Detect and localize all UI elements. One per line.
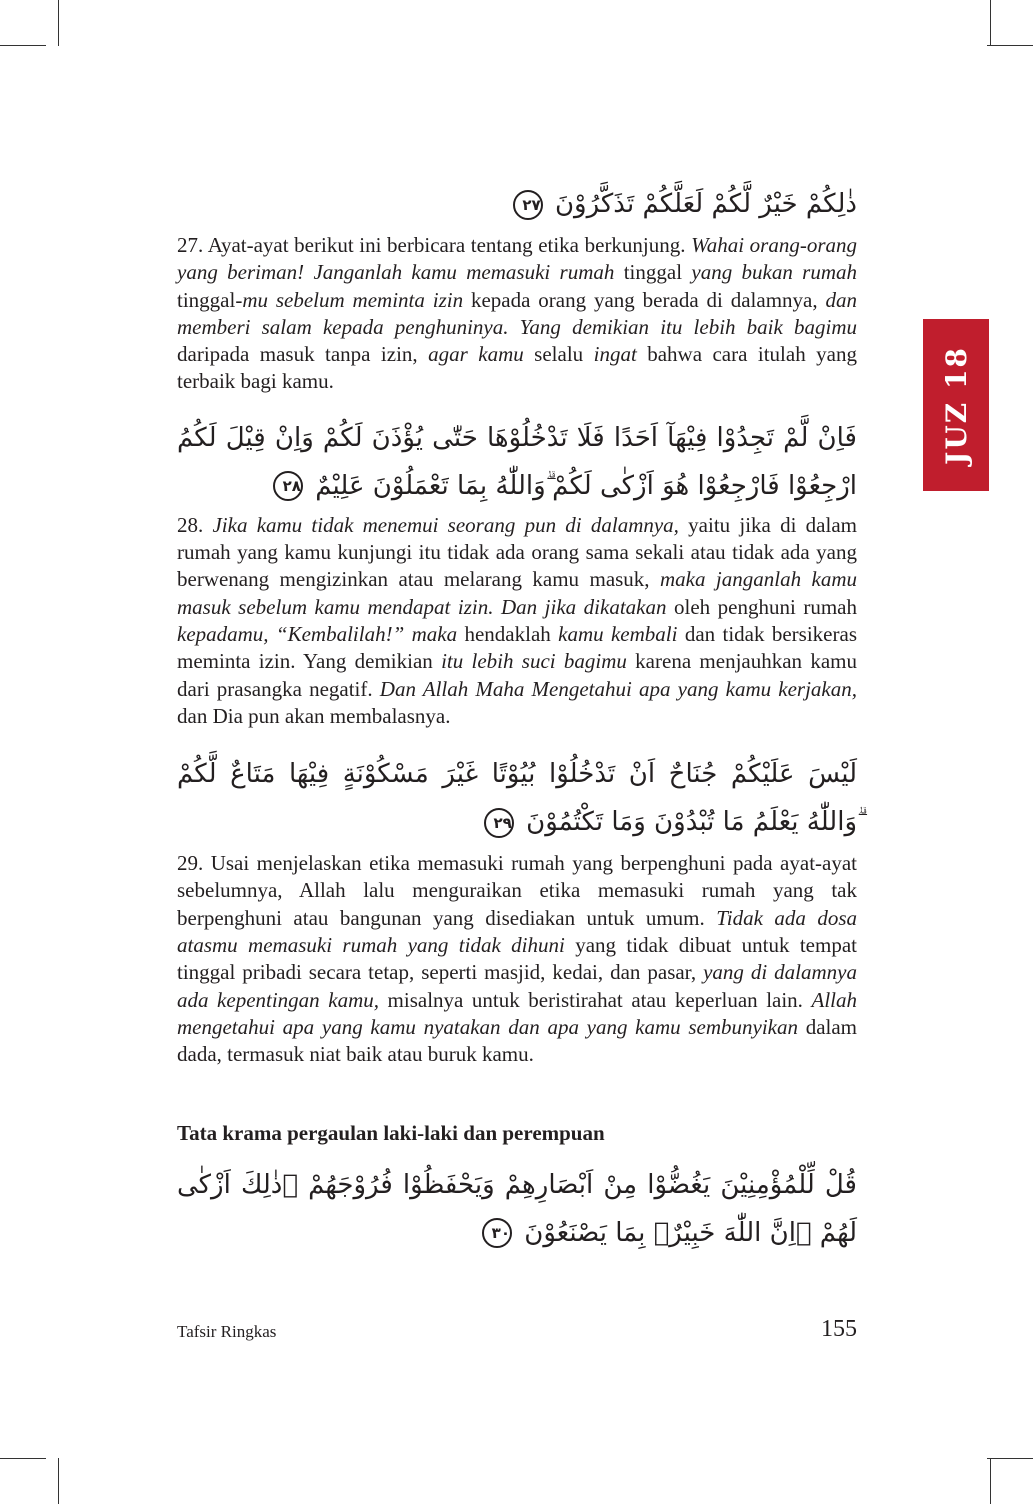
juz-label: JUZ 18 — [939, 345, 973, 465]
text-run: dan tidak bersikeras meminta izin. Yang demikian — [177, 621, 857, 674]
text-run: oleh penghuni rumah — [666, 594, 857, 619]
arabic-verse-29 — [177, 750, 857, 846]
text-run: karena menjauhkan kamu dari prasangka negatif. — [177, 649, 857, 701]
italic-run: agar kamu — [428, 342, 524, 367]
italic-run: dan memberi salam kepada penghuninya. Yang demikian itu lebih baik bagimu — [177, 287, 857, 339]
italic-run: maka janganlah kamu masuk sebelum kamu mendapat izin. Dan jika dikatakan — [177, 567, 857, 619]
text-run: selalu — [523, 342, 594, 367]
crop-mark — [987, 45, 1033, 46]
text-run: misalnya untuk beristirahat atau keperluan lain. — [378, 987, 812, 1012]
italic-run: ingat — [593, 342, 637, 367]
text-run: dan Dia pun akan membalasnya. — [177, 703, 451, 728]
arabic-text: ذٰلِكُمْ خَيْرٌ لَّكُمْ لَعَلَّكُمْ تَذَكَّرُوْنَ — [554, 189, 857, 219]
arabic-text: فَاِنْ لَّمْ تَجِدُوْا فِيْهَآ اَحَدًا فَلَا تَدْخُلُوْهَا حَتّٰى يُؤْذَنَ لَكُمْ وَاِنْ قِيْلَ لَكُمُ ارْجِعُوْا فَارْجِعُوْا هُوَ اَزْكٰى لَكُمْ ۗوَاللّٰهُ بِمَا تَعْمَلُوْنَ عَلِيْمٌ — [177, 422, 857, 501]
footer-book-title: Tafsir Ringkas — [177, 1322, 277, 1341]
arabic-text: لَيْسَ عَلَيْكُمْ جُنَاحٌ اَنْ تَدْخُلُوْا بُيُوْتًا غَيْرَ مَسْكُوْنَةٍ فِيْهَا مَتَاعٌ لَّكُمْ ۗوَاللّٰهُ يَعْلَمُ مَا تُبْدُوْنَ وَمَا تَكْتُمُوْنَ — [177, 759, 857, 838]
ayah-number-marker: ٢٧ — [513, 190, 543, 220]
text-run: 28. — [177, 512, 213, 537]
text-run: yang tidak dibuat untuk tempat tinggal pribadi secara tetap, seperti masjid, kedai, dan pasar, — [177, 933, 857, 985]
arabic-text: قُلْ لِّلْمُؤْمِنِيْنَ يَغُضُّوْا مِنْ اَبْصَارِهِمْ وَيَحْفَظُوْا فُرُوْجَهُمْ ۗذٰلِكَ اَزْكٰى لَهُمْ ۗاِنَّ اللّٰهَ خَبِيْرٌۢ بِمَا يَصْنَعُوْنَ — [177, 1169, 857, 1248]
text-run: daripada masuk tanpa izin, — [177, 342, 429, 367]
italic-run: kepadamu, “Kembalilah!” maka — [177, 621, 458, 646]
text-run: tinggal — [614, 260, 692, 285]
crop-mark — [0, 1458, 46, 1459]
arabic-verse-27 — [177, 180, 857, 228]
crop-mark — [58, 1458, 59, 1504]
italic-run: Wahai orang-orang yang beriman! Janganlah kamu memasuki rumah — [177, 233, 857, 285]
tafsir-28 — [177, 512, 857, 730]
tafsir-27 — [177, 232, 857, 396]
ayah-number-marker: ٣٠ — [482, 1218, 512, 1248]
section-heading: Tata krama pergaulan laki-laki dan perempuan — [177, 1120, 605, 1145]
arabic-verse-30 — [177, 1161, 857, 1257]
crop-mark — [987, 1458, 1033, 1459]
ayah-number-marker: ٢٩ — [484, 808, 514, 838]
juz-side-tab — [923, 319, 989, 491]
italic-run: mu sebelum meminta izin — [242, 287, 464, 312]
text-run: dalam dada, termasuk niat baik atau buruk kamu. — [177, 1014, 858, 1067]
text-run: bahwa cara itulah yang terbaik bagi kamu. — [177, 342, 857, 394]
text-run: yaitu jika di dalam rumah yang kamu kunjungi itu tidak ada orang sama sekali atau tidak ada yang berwenang mengizinkan atau melarang kamu masuk, — [177, 512, 857, 592]
text-run: tinggal- — [177, 287, 243, 312]
italic-run: itu lebih suci bagimu — [441, 649, 627, 674]
text-run: hendaklah — [457, 621, 559, 646]
crop-mark — [990, 0, 991, 46]
text-run: kepada orang yang berada di dalamnya, — [463, 287, 826, 312]
italic-run: Allah mengetahui apa yang kamu nyatakan dan apa yang kamu sembunyikan — [177, 987, 857, 1039]
text-run: 27. Ayat-ayat berikut ini berbicara tentang etika berkunjung. — [177, 233, 692, 257]
italic-run: yang di dalamnya ada kepentingan kamu, — [177, 960, 857, 1012]
italic-run: Dan Allah Maha Mengetahui apa yang kamu kerjakan, — [379, 676, 857, 701]
page-content — [177, 180, 857, 1257]
crop-mark — [990, 1458, 991, 1504]
crop-mark — [58, 0, 59, 46]
footer-page-number: 155 — [821, 1316, 857, 1342]
italic-run: Jika kamu tidak menemui seorang pun di dalamnya, — [212, 512, 679, 537]
crop-mark — [0, 45, 46, 46]
italic-run: kamu kembali — [558, 621, 678, 646]
tafsir-29 — [177, 850, 857, 1068]
text-run: 29. Usai menjelaskan etika memasuki rumah yang berpenghuni pada ayat-ayat sebelumnya, Allah lalu menguraikan etika memasuki rumah yang tak berpenghuni atau bangunan yang disediakan untuk umum. — [177, 851, 857, 930]
arabic-verse-28 — [177, 414, 857, 510]
italic-run: yang bukan rumah — [691, 260, 858, 285]
italic-run: Tidak ada dosa atasmu memasuki rumah yang tidak dihuni — [177, 905, 857, 958]
ayah-number-marker: ٢٨ — [273, 471, 303, 501]
